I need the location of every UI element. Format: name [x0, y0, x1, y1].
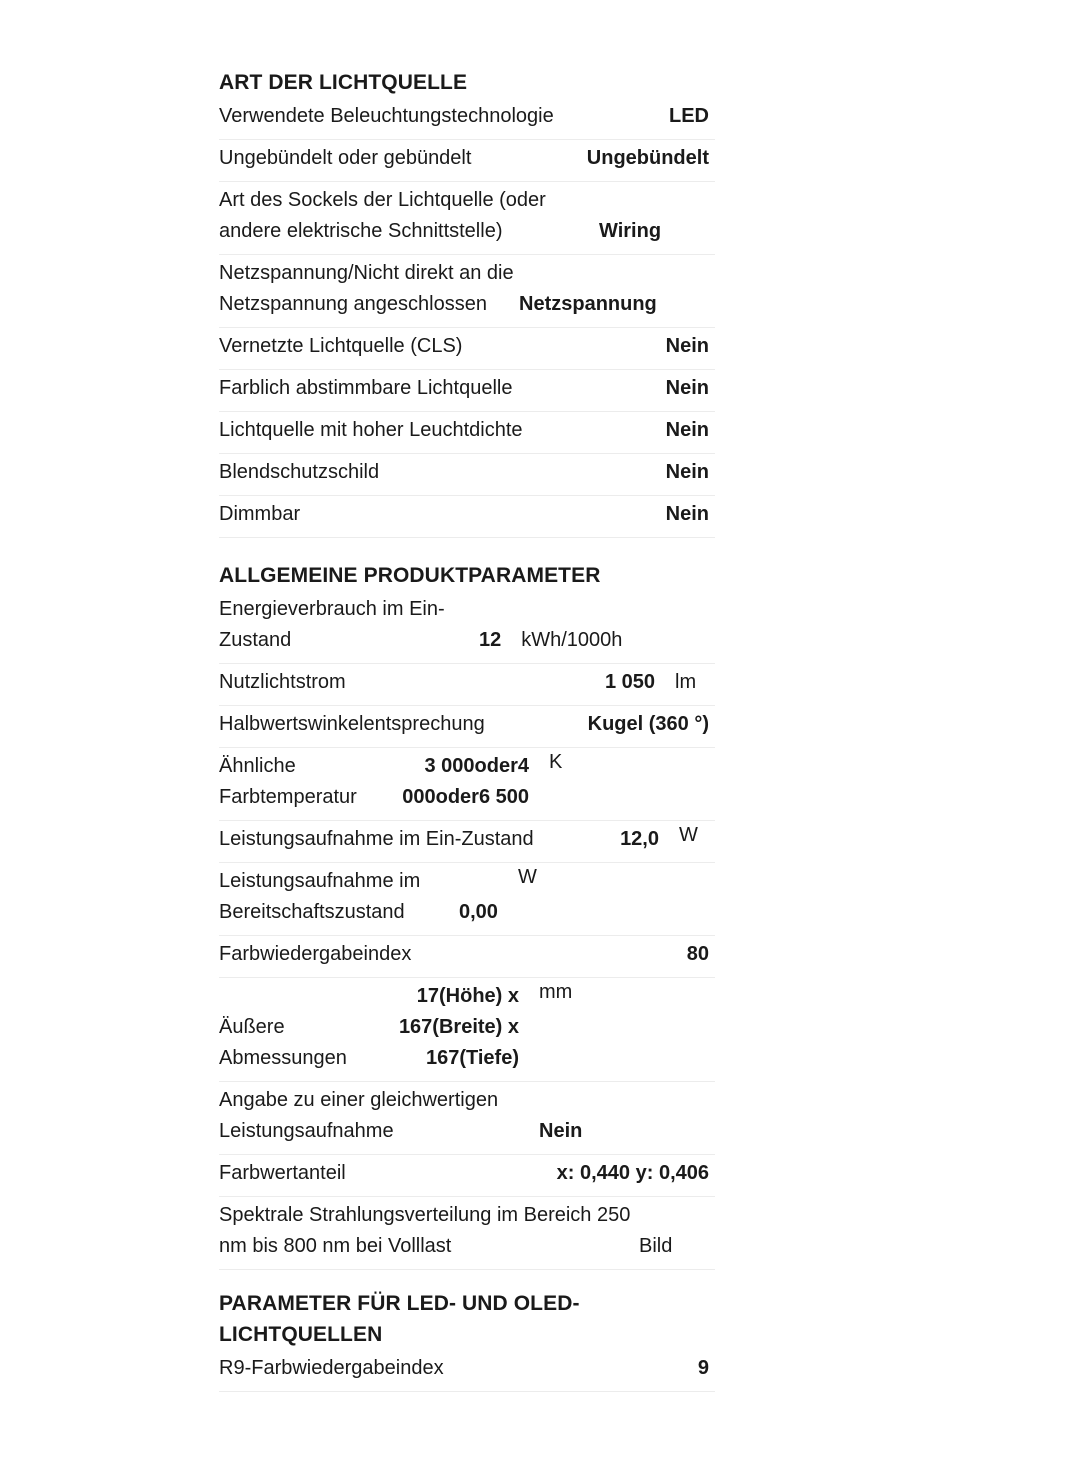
row-label: Blendschutzschild [219, 461, 380, 483]
table-row [219, 182, 715, 255]
row-value: 12 [479, 629, 502, 651]
row-value: 17(Höhe) x 167(Breite) x 167(Tiefe) [398, 985, 519, 1069]
row-value: Wiring [599, 220, 662, 242]
row-value: Nein [665, 461, 709, 483]
row-label: Leistungsaufnahme im Ein-Zustand [219, 828, 534, 850]
table-row [219, 496, 715, 538]
table-row [219, 412, 715, 454]
product-information-sheet [219, 64, 715, 1392]
row-label: R9-Farbwiedergabeindex [219, 1357, 444, 1379]
section-title: ART DER LICHTQUELLE [219, 71, 468, 94]
row-label: Lichtquelle mit hoher Leuchtdichte [219, 419, 523, 441]
row-value: Nein [665, 335, 709, 357]
table-row [219, 370, 715, 412]
row-label: Spektrale Strahlungsverteilung im Bereich 250 nm bis 800 nm bei Volllast [219, 1204, 631, 1257]
table-row [219, 1350, 715, 1392]
section-light-source-type [219, 67, 715, 538]
table-row [219, 1197, 715, 1270]
row-label: Verwendete Beleuchtungstechnologie [219, 105, 554, 127]
table-row [219, 978, 715, 1082]
row-value: 9 [697, 1357, 709, 1379]
section-title: ALLGEMEINE PRODUKTPARAMETER [219, 564, 601, 587]
row-label: Energieverbrauch im Ein-Zustand [219, 598, 445, 651]
row-label: Leistungsaufnahme im Bereitschaftszustand [219, 870, 421, 923]
row-label: Vernetzte Lichtquelle (CLS) [219, 335, 463, 357]
row-label: Ähnliche Farbtemperatur [219, 755, 357, 808]
row-unit: K [549, 751, 563, 773]
table-row [219, 454, 715, 496]
table-row [219, 98, 715, 140]
row-value: LED [669, 105, 709, 127]
table-row [219, 328, 715, 370]
row-value: Nein [665, 419, 709, 441]
row-value: 0,00 [459, 901, 498, 923]
row-label: Netzspannung/Nicht direkt an die Netzspannung angeschlossen [219, 262, 514, 315]
table-row [219, 863, 715, 936]
row-unit: lm [675, 671, 697, 693]
row-label: Äußere Abmessungen [219, 1016, 347, 1069]
row-value: 80 [686, 943, 709, 965]
row-unit: W [517, 866, 537, 888]
table-row [219, 664, 715, 706]
row-value: Nein [539, 1120, 583, 1142]
row-label: Farbwertanteil [219, 1162, 346, 1184]
row-label: Halbwertswinkelentsprechung [219, 713, 485, 735]
row-value: 12,0 [620, 828, 659, 850]
row-label: Art des Sockels der Lichtquelle (oder andere elektrische Schnittstelle) [219, 189, 546, 242]
row-label: Farblich abstimmbare Lichtquelle [219, 377, 513, 399]
row-value: x: 0,440 y: 0,406 [556, 1162, 709, 1184]
row-unit: mm [539, 981, 573, 1003]
row-value: 3 000oder4 000oder6 500 [402, 755, 529, 808]
table-row [219, 140, 715, 182]
row-value: Kugel (360 °) [587, 713, 709, 735]
row-value: 1 050 [604, 671, 655, 693]
table-row [219, 706, 715, 748]
section-led-oled-parameters [219, 1288, 715, 1392]
row-unit: W [679, 824, 698, 846]
row-unit: kWh/1000h [521, 629, 623, 651]
section-general-product-parameters [219, 560, 715, 1270]
section-title: PARAMETER FÜR LED- UND OLED-LICHTQUELLEN [219, 1292, 580, 1346]
row-label: Ungebündelt oder gebündelt [219, 147, 472, 169]
table-row [219, 591, 715, 664]
row-label: Angabe zu einer gleichwertigen Leistungsaufnahme [219, 1089, 499, 1142]
row-label: Farbwiedergabeindex [219, 943, 412, 965]
row-label: Dimmbar [219, 503, 301, 525]
row-label: Nutzlichtstrom [219, 671, 346, 693]
table-row [219, 936, 715, 978]
table-row [219, 821, 715, 863]
table-row [219, 1082, 715, 1155]
table-row [219, 1155, 715, 1197]
table-row [219, 255, 715, 328]
row-value: Netzspannung [519, 293, 657, 315]
row-value: Nein [665, 503, 709, 525]
row-value: Ungebündelt [586, 147, 709, 169]
row-value: Nein [665, 377, 709, 399]
table-row [219, 748, 715, 821]
row-value: Bild [639, 1235, 673, 1257]
